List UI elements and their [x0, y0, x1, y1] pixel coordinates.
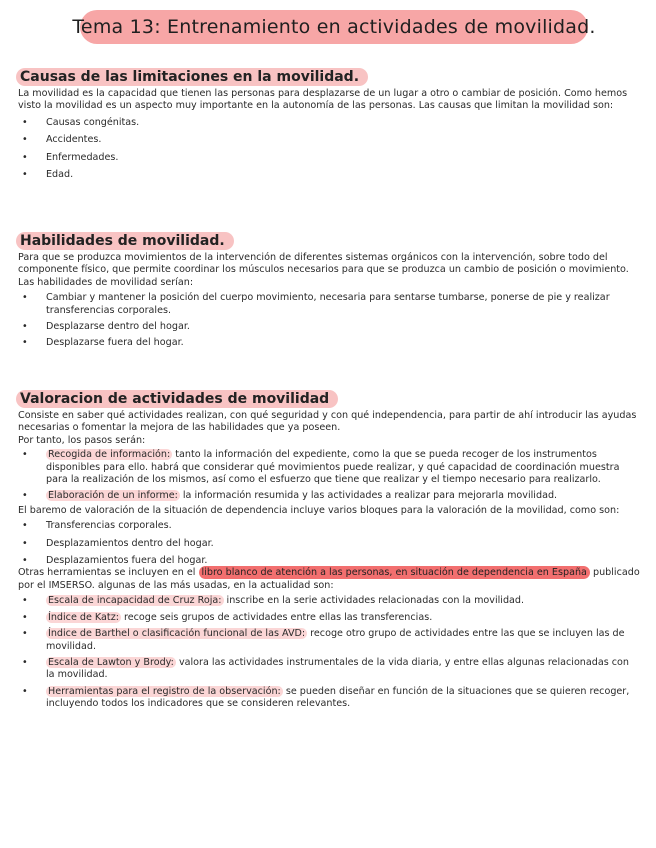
- list-item: • Edad.: [18, 169, 640, 181]
- section-heading-valoracion: Valoracion de actividades de movilidad: [16, 390, 338, 408]
- list-item: • Desplazarse fuera del hogar.: [18, 337, 640, 349]
- section-causas: [18, 66, 640, 181]
- text: publicado por el IMSERSO. algunas de las más usadas, en la actualidad son:: [18, 567, 640, 591]
- highlight-term: Herramientas para el registro de la observación:: [48, 685, 281, 697]
- list-item: • Cambiar y mantener la posición del cuerpo movimiento, necesaria para sentarse tumbarse, ponerse de pie y realizar transferencias corporales.: [18, 292, 640, 317]
- list-item: [18, 612, 640, 624]
- page-title: Tema 13: Entrenamiento en actividades de movilidad.: [72, 16, 596, 38]
- title-banner: [72, 10, 596, 44]
- list-herramientas: [18, 595, 640, 710]
- list-item: • Desplazarse dentro del hogar.: [18, 321, 640, 333]
- section-heading-causas: Causas de las limitaciones en la movilidad.: [16, 68, 368, 86]
- paragraph: Por tanto, los pasos serán:: [18, 434, 146, 446]
- section-heading-habilidades: Habilidades de movilidad.: [16, 232, 234, 250]
- highlight-term: Escala de incapacidad de Cruz Roja:: [48, 595, 222, 607]
- list-item: • Accidentes.: [18, 134, 640, 146]
- paragraph: El baremo de valoración de la situación de dependencia incluye varios bloques para la valoración de la movilidad, como son:: [18, 504, 620, 516]
- list-pasos: [18, 449, 640, 503]
- item-text: inscribe en la serie actividades relacionadas con la movilidad.: [223, 595, 525, 607]
- item-text: recoge otro grupo de actividades entre las que se incluyen las de movilidad.: [46, 628, 625, 652]
- list-item: [18, 449, 640, 486]
- highlight-term: Escala de Lawton y Brody:: [48, 656, 174, 668]
- item-text: tanto la información del expediente, como la que se pueda recoger de los instrumentos disponibles para ello. habrá que considerar qué movimientos puede realizar, y qué capacidad de coordinación muestra para la realización de los mismos, así como el esfuerzo que tiene que realizar y el tiempo necesario para realizarlo.: [46, 449, 620, 486]
- item-text: se pueden diseñar en función de la situaciones que se quieren recoger, incluyendo todos los indicadores que se consideren relevantes.: [46, 685, 630, 710]
- paragraph: Para que se produzca movimientos de la intervención de diferentes sistemas orgánicos con la intervención, sobre todo del componente físico, que permite coordinar los músculos necesarios para que se produzca un cambio de posición o movimiento. Las habilidades de movilidad serían:: [18, 252, 629, 288]
- item-text: recoge seis grupos de actividades entre ellas las transferencias.: [120, 611, 433, 623]
- list-bloques: [18, 520, 640, 567]
- highlight-term: Elaboración de un informe:: [48, 490, 178, 502]
- item-text: la información resumida y las actividades a realizar para mejorarla movilidad.: [179, 490, 558, 502]
- highlight-term: Recogida de información:: [48, 449, 171, 461]
- list-habilidades: [18, 292, 640, 350]
- list-item: • Transferencias corporales.: [18, 520, 640, 532]
- paragraph: Consiste en saber qué actividades realizan, con qué seguridad y con qué independencia, para partir de ahí introducir las ayudas necesarias o fomentar la mejora de las habilidades que ya poseen.: [18, 410, 637, 434]
- highlight-term: Índice de Barthel o clasificación funcional de las AVD:: [48, 628, 306, 640]
- section-habilidades: [18, 230, 640, 350]
- list-item: [18, 490, 640, 502]
- list-causas: [18, 117, 640, 182]
- text: Otras herramientas se incluyen en el: [18, 567, 199, 579]
- section-valoracion: [18, 388, 640, 711]
- list-item: • Causas congénitas.: [18, 117, 640, 129]
- list-item: [18, 628, 640, 653]
- list-item: [18, 686, 640, 711]
- list-item: • Desplazamientos fuera del hogar.: [18, 555, 640, 567]
- highlight-book-title: libro blanco de atención a las personas, en situación de dependencia en España: [199, 566, 590, 579]
- highlight-term: Índice de Katz:: [48, 611, 119, 623]
- list-item: [18, 657, 640, 682]
- paragraph: La movilidad es la capacidad que tienen las personas para desplazarse de un lugar a otro o cambiar de posición. Como hemos visto la movilidad es un aspecto muy importante en la autonomía de las personas. Las causas que limitan la movilidad son:: [18, 88, 628, 112]
- paragraph: [18, 567, 640, 592]
- list-item: • Desplazamientos dentro del hogar.: [18, 538, 640, 550]
- item-text: valora las actividades instrumentales de la vida diaria, y entre ellas algunas relacionadas con la movilidad.: [46, 656, 630, 681]
- list-item: [18, 595, 640, 607]
- list-item: • Enfermedades.: [18, 152, 640, 164]
